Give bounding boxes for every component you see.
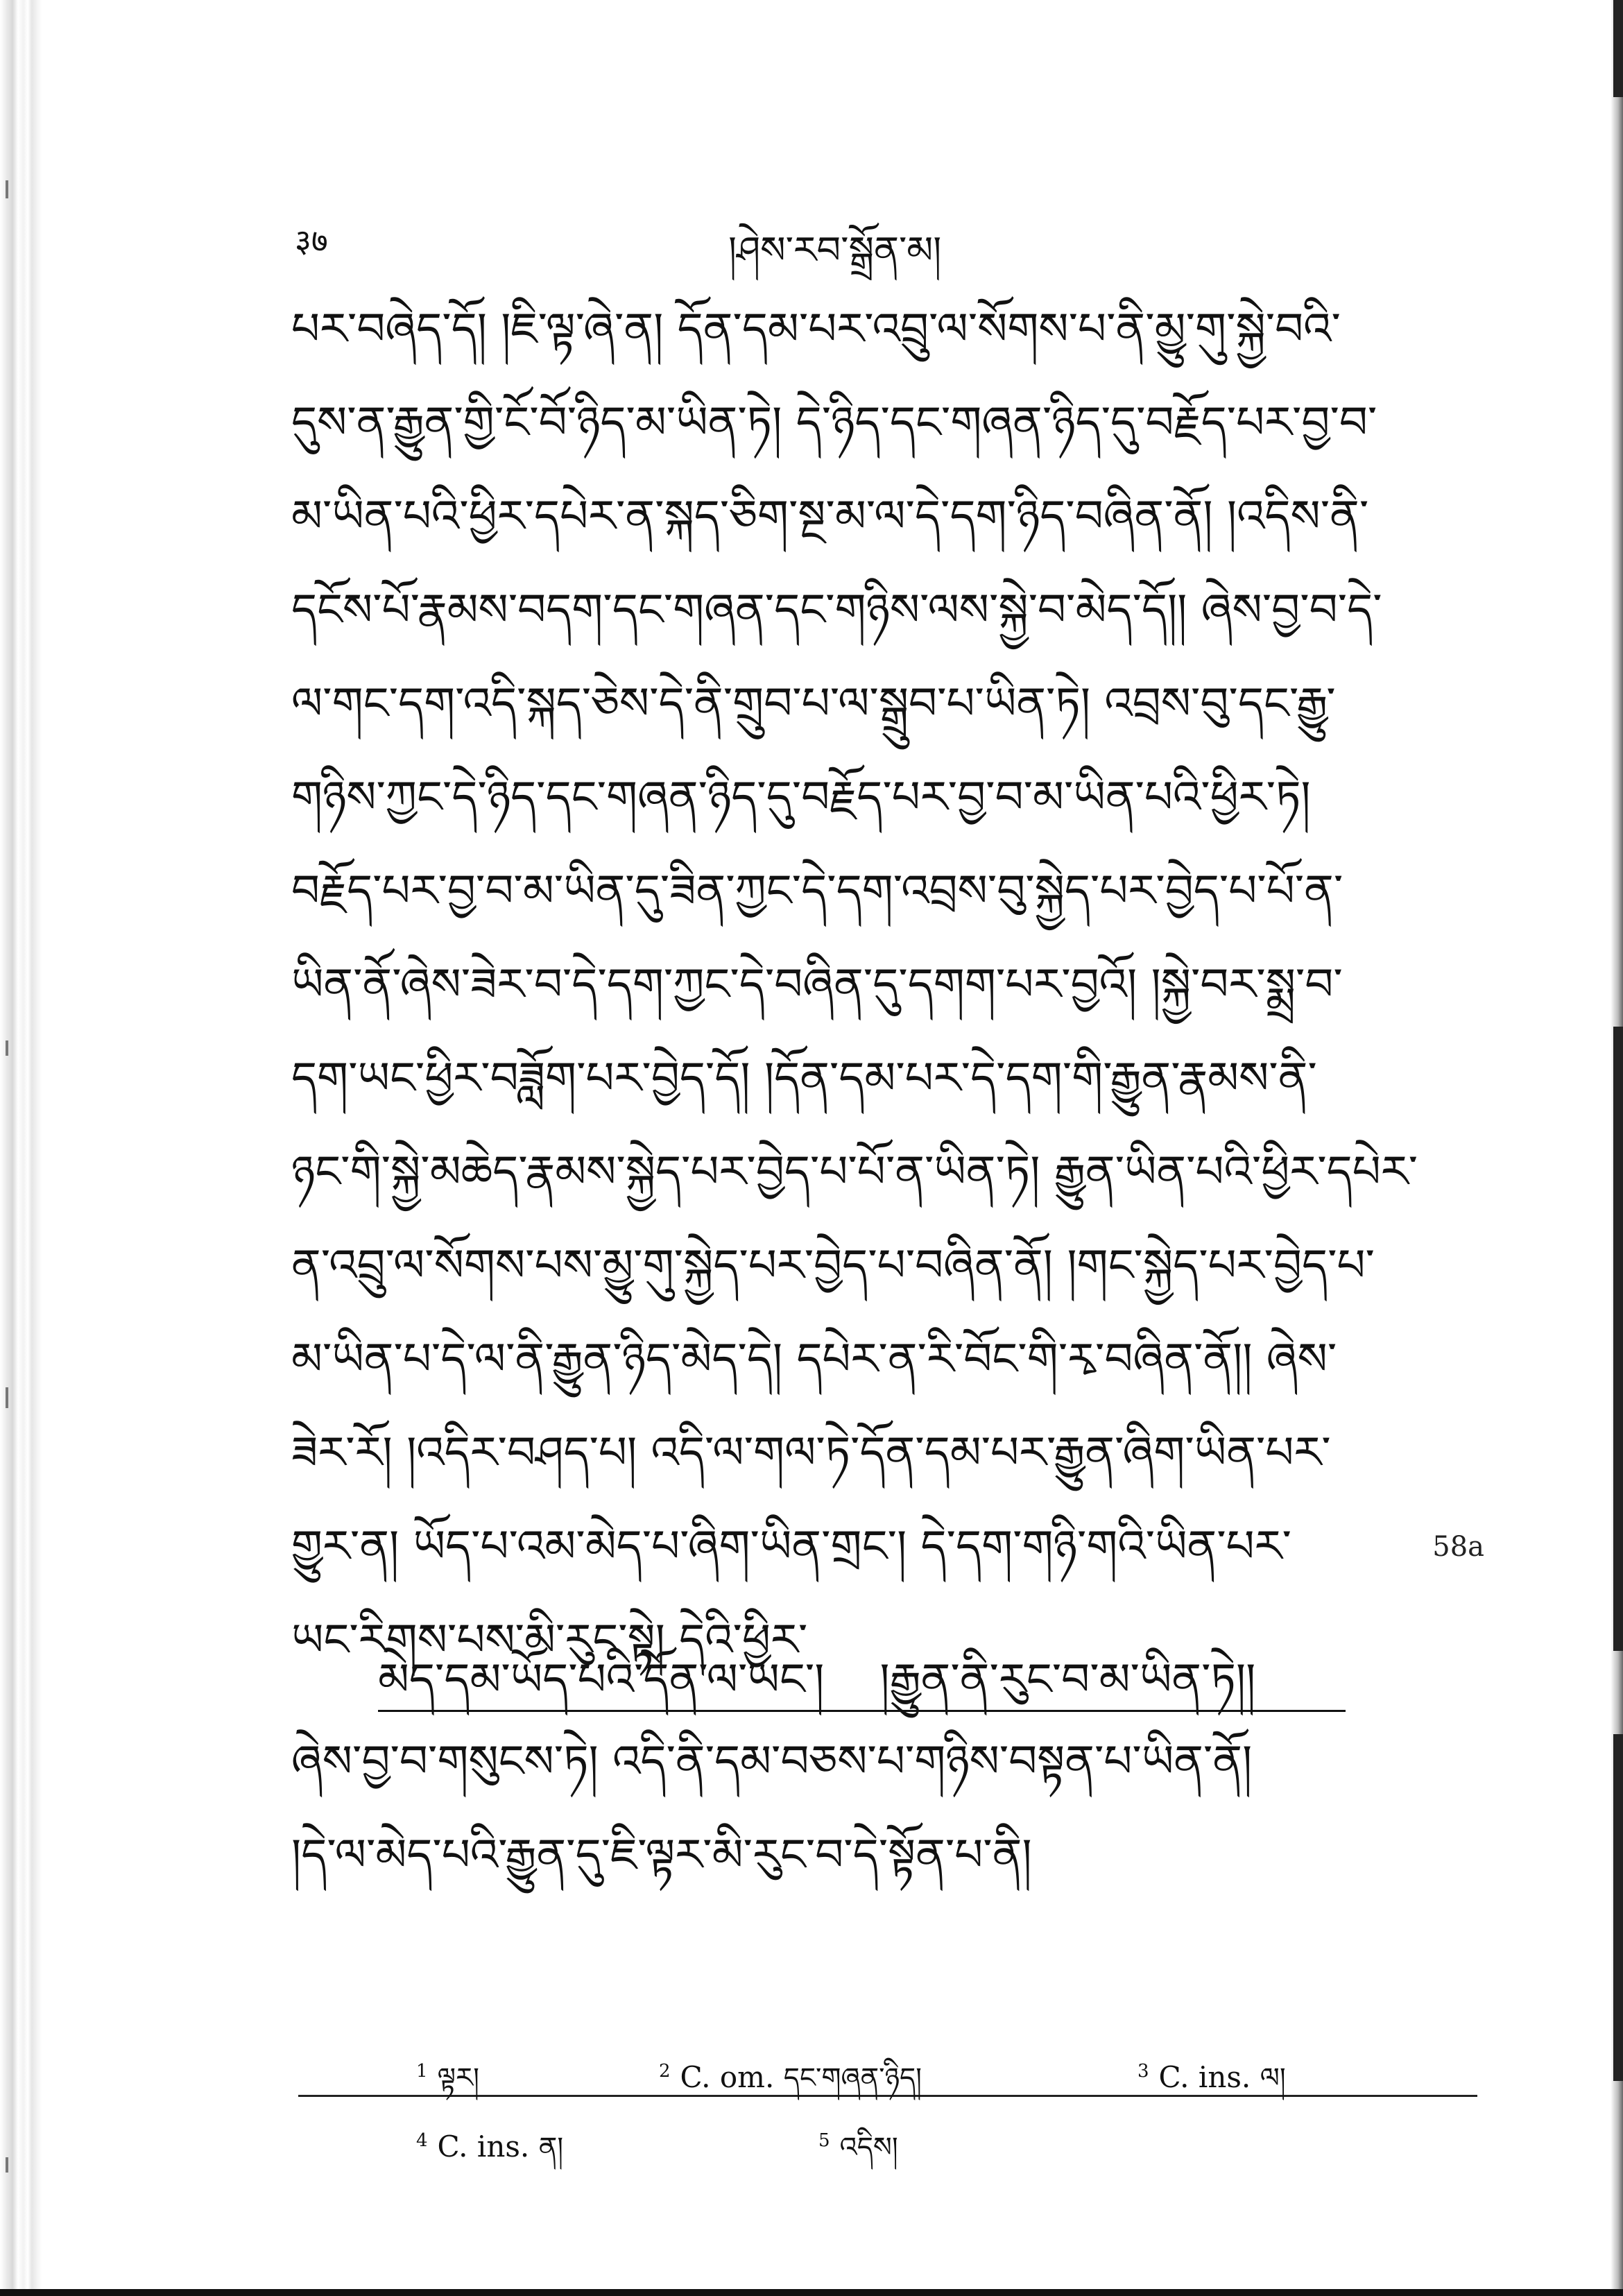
body-text-continued: [291, 1724, 1484, 1911]
scan-dark-block: [1613, 0, 1623, 97]
scan-right-edge: [1611, 0, 1623, 2296]
running-head: །ཤེས་རབ་སྒྲོན་མ།: [728, 228, 942, 272]
text-line: [291, 1040, 1484, 1134]
text-line: [291, 385, 1484, 479]
scan-mark: [6, 180, 8, 198]
text-line: [291, 1415, 1484, 1509]
text-line: [291, 1724, 1484, 1817]
line-text: གཉིས་ཀྱང་དེ་ཉིད་དང་གཞན་ཉིད་དུ་བརྗོད་པར་བྱ་བ་མ་ཡིན་པའི་ཕྱིར་ཏེ།: [291, 772, 1311, 823]
scan-left-edge: [0, 0, 76, 2296]
footnote-text: C. ins.: [1158, 2060, 1260, 2094]
scan-dark-block: [1613, 1027, 1623, 1651]
folio-reference: 58a: [1432, 1531, 1484, 1563]
verse-pada-1: མེད་དམ་ཡོད་པའི་དོན་ལ་ཡང་།: [378, 1654, 825, 1706]
text-line: [291, 291, 1484, 385]
text-line: [291, 1509, 1484, 1602]
body-text: [291, 291, 1484, 1696]
footnote-number: 2: [659, 2061, 671, 2082]
text-line: [291, 479, 1484, 572]
footnote-tibetan: དང་གཞན་ཉིད།: [783, 2062, 922, 2094]
footnote-number: 1: [416, 2061, 428, 2082]
text-line: [291, 1228, 1484, 1321]
line-text: ལ་གང་དག་འདི་སྐད་ཅེས་དེ་ནི་གྲུབ་པ་ལ་སྒྲུབ་པ་ཡིན་ཏེ། འབྲས་བུ་དང་རྒྱུ་: [291, 678, 1336, 730]
footnote-tibetan: ན།: [538, 2132, 564, 2164]
line-text: །དེ་ལ་མེད་པའི་རྒྱུན་དུ་ཇི་ལྟར་མི་རུང་བ་དེ་སྟོན་པ་ནི།: [291, 1830, 1032, 1881]
line-text: མ་ཡིན་པའི་ཕྱིར་དཔེར་ན་སྐད་ཅིག་སྔ་མ་ལ་དེ་དག་ཉིད་བཞིན་ནོ། །འདིས་ནི་: [291, 491, 1369, 542]
line-text: མ་ཡིན་པ་དེ་ལ་ནི་རྒྱུན་ཉིད་མེད་དེ། དཔེར་ན་རི་བོང་གི་རྭ་བཞིན་ནོ།། ཞེས་: [291, 1334, 1337, 1385]
footnote-text: འདིས།: [839, 2132, 898, 2164]
text-line: [291, 947, 1484, 1040]
page-number: ३७: [295, 222, 328, 259]
footnote-text: C. om.: [680, 2060, 784, 2094]
verse-pada-2: །རྒྱུན་ནི་རུང་བ་མ་ཡིན་ཏེ།།: [879, 1654, 1256, 1706]
line-text: གྱུར་ན། ཡོད་པ་འམ་མེད་པ་ཞིག་ཡིན་གྲང་། དེ་དག་གཉི་གའི་ཡིན་པར་: [291, 1521, 1291, 1573]
line-text: དག་ཡང་ཕྱིར་བཟློག་པར་བྱེད་དོ། །དོན་དམ་པར་དེ་དག་གི་རྒྱུན་རྣམས་ནི་: [291, 1053, 1317, 1104]
footnote-1: [416, 2046, 479, 2125]
line-text: པར་བཞེད་དོ། །ཇི་ལྟ་ཞེ་ན། དོན་དམ་པར་འབྲུ་ལ་སོགས་པ་ནི་མྱུ་གུ་སྐྱེ་བའི་: [291, 304, 1341, 355]
line-text: ཉང་གི་སྐྱེ་མཆེད་རྣམས་སྐྱེད་པར་བྱེད་པ་པོ་ན་ཡིན་ཏེ། རྒྱུན་ཡིན་པའི་ཕྱིར་དཔེར་: [291, 1147, 1418, 1198]
line-text: ཡང་རིགས་པས་མི་རུང་སྟེ། དེའི་ཕྱིར་: [291, 1615, 808, 1666]
footnote-2: [659, 2046, 922, 2125]
footnote-3: [1137, 2046, 1286, 2125]
footnote-number: 5: [818, 2130, 830, 2151]
line-text: བརྗོད་པར་བྱ་བ་མ་ཡིན་དུ་ཟིན་ཀྱང་དེ་དག་འབྲས་བུ་སྐྱེད་པར་བྱེད་པ་པོ་ན་: [291, 866, 1343, 917]
text-line: [291, 1321, 1484, 1415]
text-line: [291, 760, 1484, 853]
line-text: དུས་ན་རྒྱུན་གྱི་ངོ་བོ་ཉིད་མ་ཡིན་ཏེ། དེ་ཉིད་དང་གཞན་ཉིད་དུ་བརྗོད་པར་བྱ་བ་: [291, 397, 1377, 449]
text-line: [291, 572, 1484, 666]
footnote-number: 3: [1137, 2061, 1149, 2082]
scan-mark: [6, 1387, 8, 1408]
text-line: [291, 1134, 1484, 1228]
scan-dark-block: [1613, 1734, 1623, 2081]
line-text: ན་འབྲུ་ལ་སོགས་པས་མྱུ་གུ་སྐྱེད་པར་བྱེད་པ་བཞིན་ནོ། །གང་སྐྱེད་པར་བྱེད་པ་: [291, 1240, 1375, 1292]
footnote-5: [818, 2116, 898, 2194]
footnote-tibetan: ལ།: [1260, 2062, 1286, 2094]
line-text: དངོས་པོ་རྣམས་བདག་དང་གཞན་དང་གཉིས་ལས་སྐྱེ་བ་མེད་དོ།། ཞེས་བྱ་བ་དེ་: [291, 585, 1382, 636]
scan-mark: [6, 2157, 8, 2173]
verse-underline: [378, 1710, 1346, 1712]
text-line: [291, 853, 1484, 947]
footnote-4: [416, 2116, 563, 2194]
text-line: [291, 666, 1484, 760]
text-line: [291, 1817, 1484, 1911]
footnote-text: C. ins.: [437, 2130, 539, 2164]
line-text: ཡིན་ནོ་ཞེས་ཟེར་བ་དེ་དག་ཀྱང་དེ་བཞིན་དུ་དགག་པར་བྱའོ། །སྐྱེ་བར་སྨྲ་བ་: [291, 959, 1343, 1011]
scan-bottom-edge: [0, 2289, 1623, 2296]
line-text: ཞེས་བྱ་བ་གསུངས་ཏེ། འདི་ནི་དམ་བཅས་པ་གཉིས་བསྟན་པ་ཡིན་ནོ།: [291, 1736, 1253, 1788]
footnote-number: 4: [416, 2130, 428, 2151]
line-text: ཟེར་རོ། །འདིར་བཤད་པ། འདི་ལ་གལ་ཏེ་དོན་དམ་པར་རྒྱུན་ཞིག་ཡིན་པར་: [291, 1428, 1331, 1479]
footnote-text: ལྟར།: [437, 2062, 479, 2094]
scan-mark: [6, 1040, 8, 1056]
